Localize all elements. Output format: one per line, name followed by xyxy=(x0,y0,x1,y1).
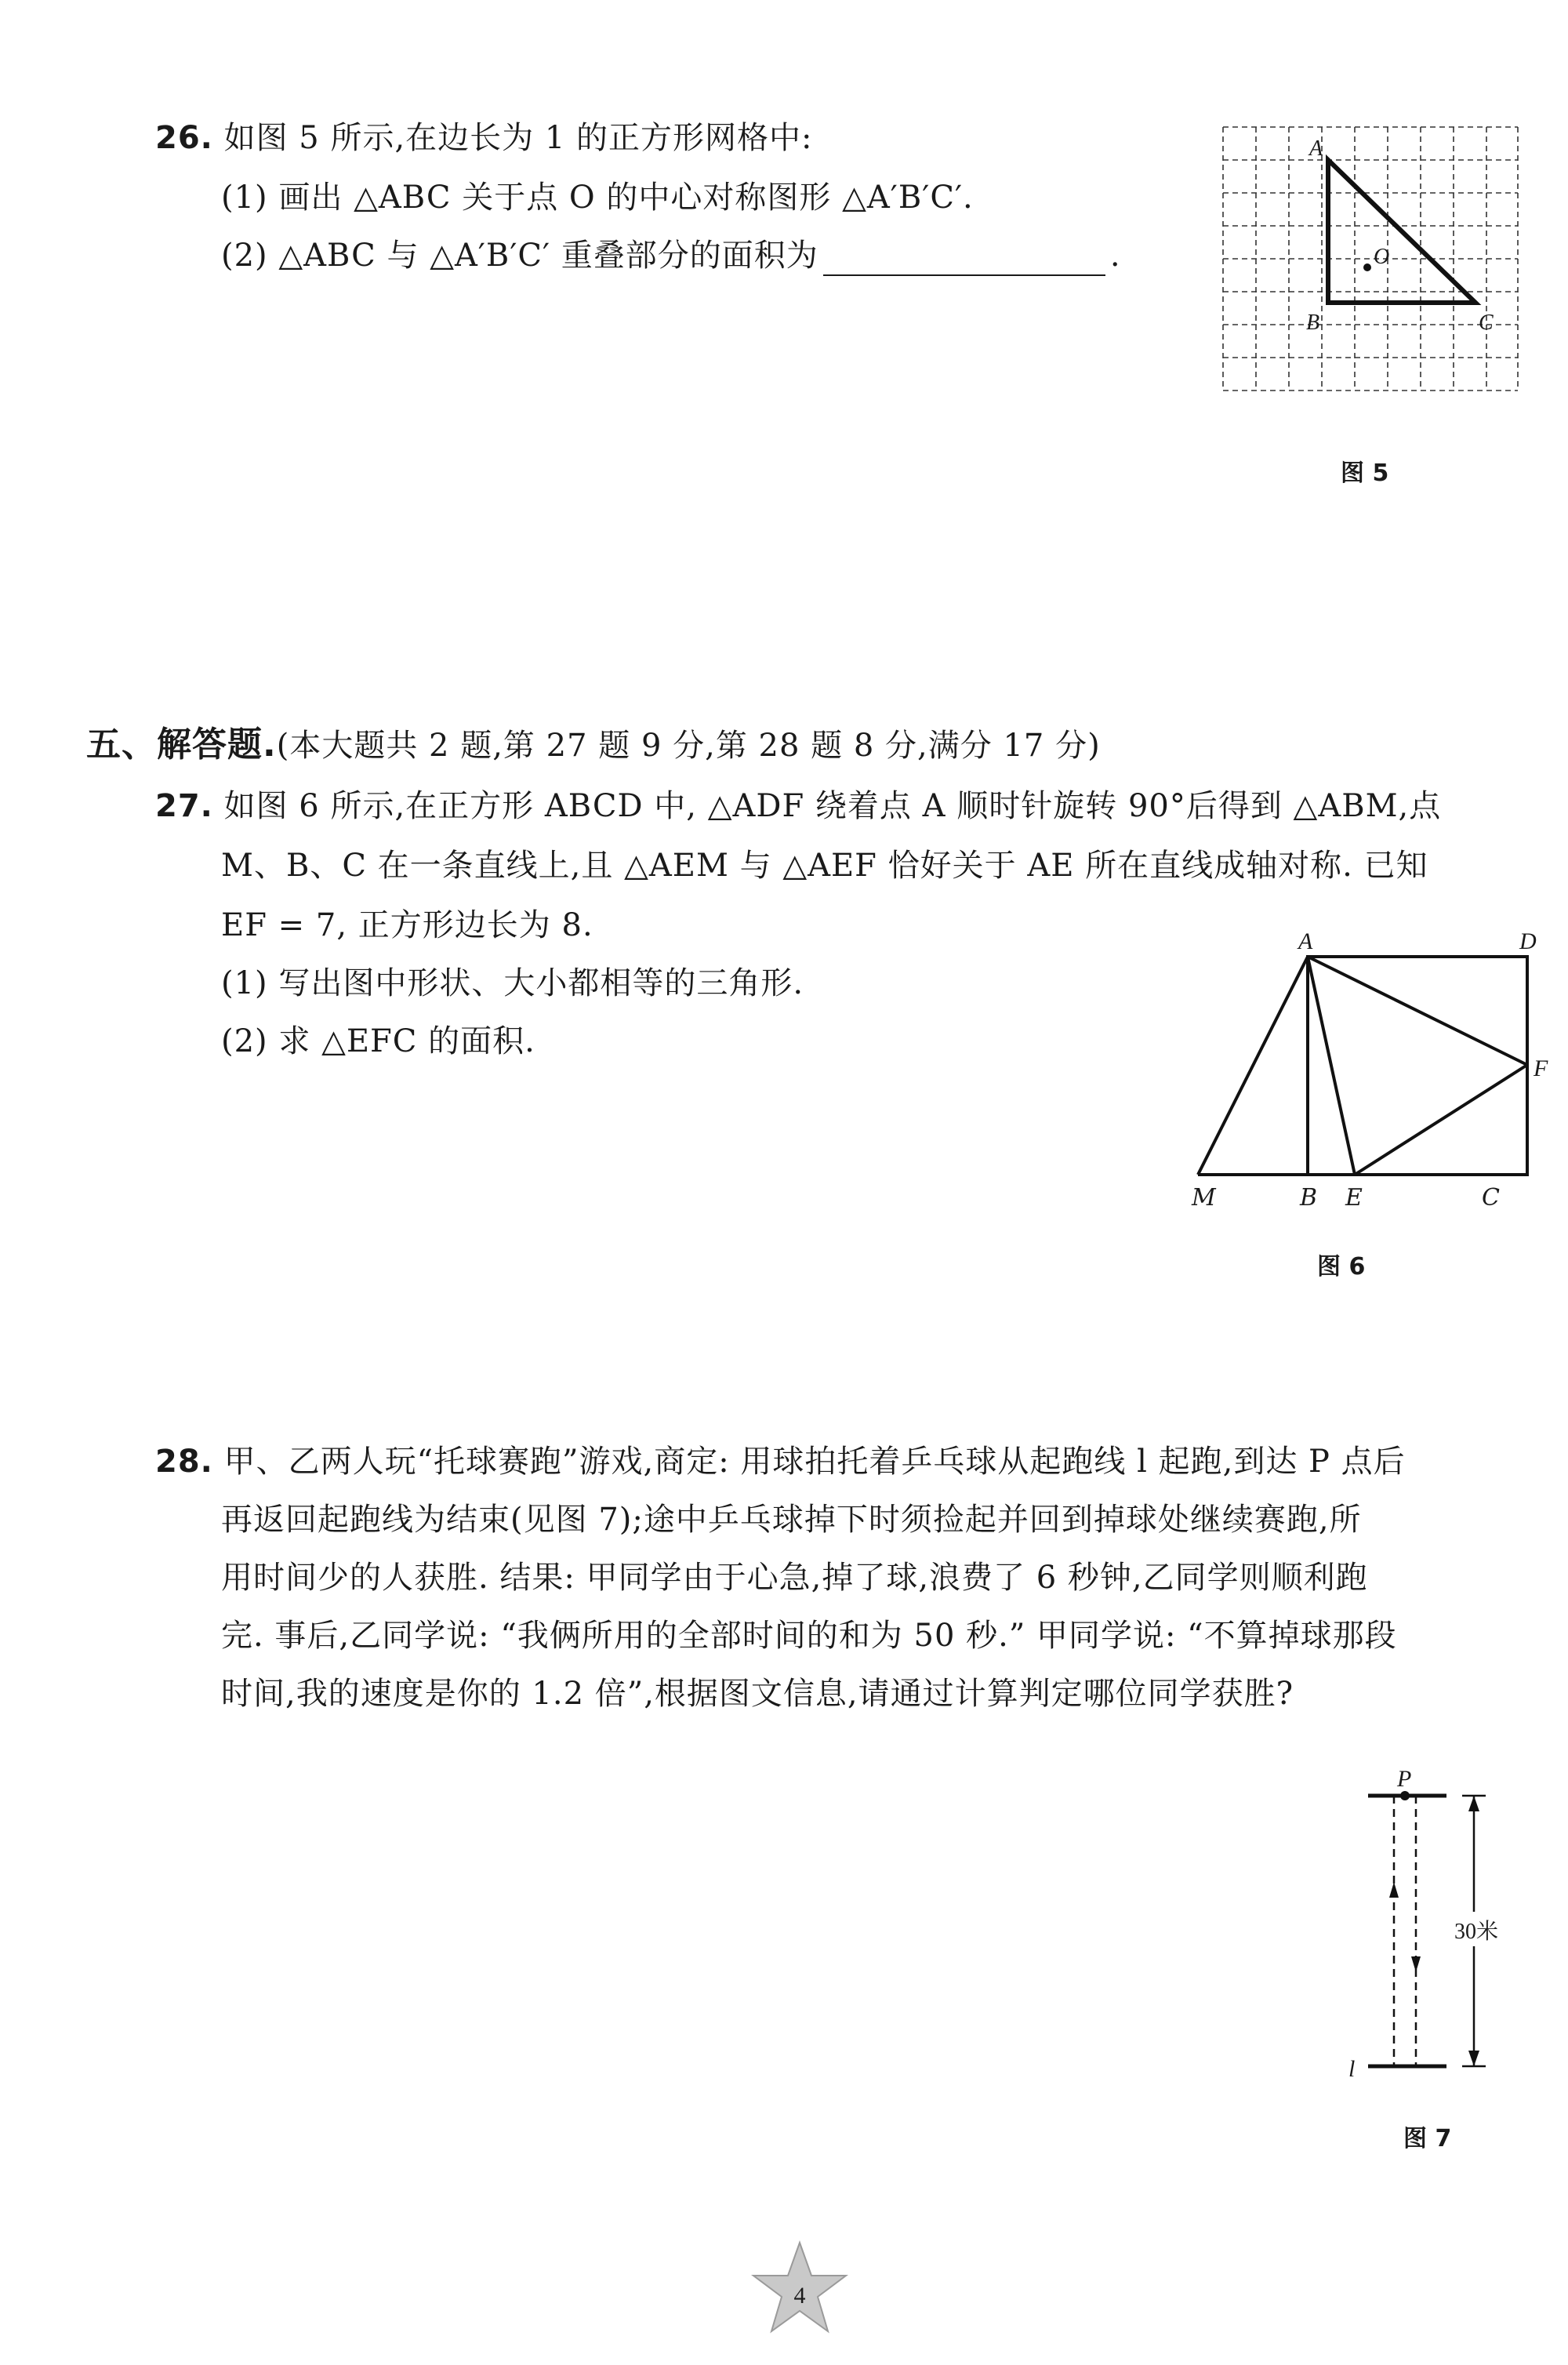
section-5-note: (本大题共 2 题,第 27 题 9 分,第 28 题 8 分,满分 17 分) xyxy=(276,728,1101,764)
label-p: P xyxy=(1397,1766,1412,1792)
q27-part1: (1) 写出图中形状、大小都相等的三角形. xyxy=(221,965,804,1001)
q26-part2-end: . xyxy=(1109,238,1121,274)
figure-5-caption: 图 5 xyxy=(1341,460,1389,487)
section-5-heading xyxy=(86,725,1101,766)
q26-part1: (1) 画出 △ABC 关于点 O 的中心对称图形 △A′B′C′. xyxy=(221,180,974,216)
label-b: B xyxy=(1300,1184,1318,1212)
label-f: F xyxy=(1534,1055,1548,1081)
label-d: D xyxy=(1519,928,1537,954)
q26-part2 xyxy=(221,235,1121,276)
q28-line1-text: 甲、乙两人玩“托球赛跑”游戏,商定: 用球拍托着乒乓球从起跑线 l 起跑,到达 P 点后 xyxy=(223,1444,1406,1480)
segment-af xyxy=(1308,957,1527,1065)
figure-6-square xyxy=(1174,925,1551,1184)
q27-line3: EF = 7, 正方形边长为 8. xyxy=(221,907,593,943)
section-5-title: 五、解答题. xyxy=(86,725,277,765)
q28-line1 xyxy=(155,1441,1406,1482)
label-b: B xyxy=(1306,311,1320,335)
q26-stem-text: 如图 5 所示,在边长为 1 的正方形网格中: xyxy=(223,120,813,156)
label-a: A xyxy=(1309,136,1323,161)
segment-ae xyxy=(1308,957,1355,1175)
q26-number: 26. xyxy=(155,120,213,156)
label-a: A xyxy=(1298,928,1313,954)
q27-line1 xyxy=(155,786,1441,826)
q27-number: 27. xyxy=(155,788,213,824)
segment-am xyxy=(1198,957,1308,1175)
point-p xyxy=(1400,1791,1410,1800)
dimension-arrow-top xyxy=(1468,1796,1479,1811)
q26-answer-blank xyxy=(823,245,1105,276)
point-o xyxy=(1363,263,1371,271)
square-abcd xyxy=(1308,957,1527,1175)
q27-line1-text: 如图 6 所示,在正方形 ABCD 中, △ADF 绕着点 A 顺时针旋转 90°后得到 △ABM,点 xyxy=(223,788,1442,824)
label-c: C xyxy=(1479,311,1494,335)
figure-7-caption: 图 7 xyxy=(1403,2125,1452,2152)
q26-stem xyxy=(155,118,813,158)
label-m-bottom: M xyxy=(1192,1184,1216,1212)
label-o: O xyxy=(1374,245,1390,269)
q27-line2: M、B、C 在一条直线上,且 △AEM 与 △AEF 恰好关于 AE 所在直线成轴对称. 已知 xyxy=(221,848,1428,884)
q28-line2: 再返回起跑线为结束(见图 7);途中乒乓球掉下时须捡起并回到掉球处继续赛跑,所 xyxy=(221,1502,1362,1538)
page-number: 4 xyxy=(793,2283,806,2309)
q27-part2: (2) 求 △EFC 的面积. xyxy=(221,1023,535,1059)
segment-ef xyxy=(1355,1065,1527,1175)
arrow-up xyxy=(1389,1882,1399,1898)
q28-number: 28. xyxy=(155,1444,213,1480)
label-c: C xyxy=(1482,1184,1500,1212)
label-l: l xyxy=(1348,2056,1356,2082)
label-e: E xyxy=(1345,1184,1363,1212)
grid-lines xyxy=(1223,127,1518,391)
arrow-down xyxy=(1411,1956,1421,1972)
figure-6-caption: 图 6 xyxy=(1317,1253,1366,1281)
figure-6-bottom-labels xyxy=(1176,1184,1552,1215)
dimension-arrow-bottom xyxy=(1468,2051,1479,2066)
figure-7-track xyxy=(1333,1764,1537,2094)
q28-line3: 用时间少的人获胜. 结果: 甲同学由于心急,掉了球,浪费了 6 秒钟,乙同学则顺利跑 xyxy=(221,1560,1368,1596)
q28-line5: 时间,我的速度是你的 1.2 倍”,根据图文信息,请通过计算判定哪位同学获胜? xyxy=(221,1676,1294,1712)
page-number-star xyxy=(749,2239,851,2341)
q26-part2-text: (2) △ABC 与 △A′B′C′ 重叠部分的面积为 xyxy=(221,238,818,274)
figure-5-grid xyxy=(1214,118,1527,423)
q28-line4: 完. 事后,乙同学说: “我俩所用的全部时间的和为 50 秒.” 甲同学说: “不算掉球那段 xyxy=(221,1618,1397,1654)
distance-label: 30米 xyxy=(1454,1920,1499,1944)
